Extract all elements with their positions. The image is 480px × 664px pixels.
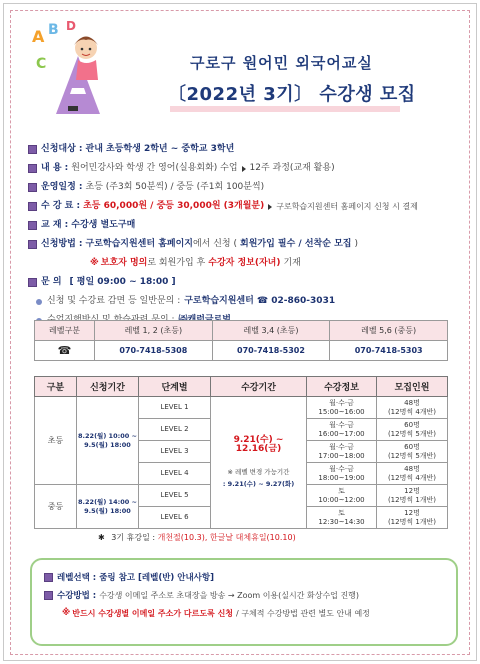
group-middle: 중등 xyxy=(35,485,77,529)
class-method-label: 수강방법 : xyxy=(57,591,97,601)
capacity-detail: (12명씩 4개반) xyxy=(387,407,437,416)
info-time: 16:00~17:00 xyxy=(318,429,365,438)
holiday-value: 개천절(10.3), 한글날 대체휴일(10.10) xyxy=(157,533,296,542)
phone-header-cell: 레벨 1, 2 (초등) xyxy=(95,321,213,341)
capacity-total: 48명 xyxy=(404,398,420,407)
level-select-link: [레벨(반) 안내사항] xyxy=(138,573,214,583)
target-value: 관내 초등학생 2학년 ~ 중학교 3학년 xyxy=(85,144,235,154)
capacity-total: 60명 xyxy=(404,442,420,451)
capacity-detail: (12명씩 4개반) xyxy=(387,473,437,482)
fee-row xyxy=(28,197,468,216)
square-bullet-icon xyxy=(28,221,37,230)
arrow-right-icon xyxy=(268,204,272,210)
capacity-cell xyxy=(377,419,448,441)
book-row xyxy=(28,216,468,235)
change-note-2 xyxy=(211,480,306,489)
inquiry-row xyxy=(28,273,468,292)
info-time: 18:00~19:00 xyxy=(318,473,365,482)
header-group: 구분 xyxy=(35,377,77,397)
note-mark: ※ xyxy=(90,258,99,268)
info-days: 월·수·금 xyxy=(329,442,354,451)
notice-box xyxy=(30,558,458,646)
method-note-row xyxy=(28,254,468,273)
group-elementary: 초등 xyxy=(35,397,77,485)
period-start: 8.22(월) 10:00 ~ xyxy=(78,431,137,440)
method-value-site: 구로학습지원센터 홈페이지 xyxy=(85,239,193,249)
header-level: 단계별 xyxy=(139,377,211,397)
method-value-required: 회원가입 필수 / 선착순 모집 xyxy=(240,239,352,249)
square-bullet-icon xyxy=(44,573,53,582)
capacity-cell xyxy=(377,441,448,463)
info-cell xyxy=(307,463,377,485)
period-end: 9.5(월) 18:00 xyxy=(84,506,131,515)
period-start: 8.22(월) 14:00 ~ xyxy=(78,497,137,506)
info-days: 월·수·금 xyxy=(329,420,354,429)
method-label: 신청방법 : xyxy=(41,239,83,249)
inquiry-hours: [ 평일 09:00 ~ 18:00 ] xyxy=(69,277,176,287)
round-bullet-icon xyxy=(36,299,42,305)
letter-b: B xyxy=(48,22,59,38)
phone-icon: ☎ xyxy=(35,341,95,361)
phone-number: 070-7418-5302 xyxy=(212,341,330,361)
info-time: 12:30~14:30 xyxy=(318,517,365,526)
schedule-label: 운영일정 : xyxy=(41,182,83,192)
method-note-student: 수강자 정보(자녀) xyxy=(208,258,281,268)
email-note-row xyxy=(44,604,446,622)
header-term: 수강기간 xyxy=(211,377,307,397)
header-info: 수강정보 xyxy=(307,377,377,397)
inquiry-general-value: 구로학습지원센터 ☎ 02-860-3031 xyxy=(184,296,336,306)
target-row xyxy=(28,140,468,159)
info-list xyxy=(28,140,468,330)
info-time: 17:00~18:00 xyxy=(318,451,365,460)
info-days: 토 xyxy=(338,486,345,495)
square-bullet-icon xyxy=(28,202,37,211)
level-cell: LEVEL 1 xyxy=(139,397,211,419)
letter-a: A xyxy=(32,27,45,46)
method-note-guardian: 보호자 명의 xyxy=(100,258,148,268)
capacity-cell xyxy=(377,485,448,507)
class-method-row xyxy=(44,586,446,604)
info-cell xyxy=(307,397,377,419)
level-cell: LEVEL 3 xyxy=(139,441,211,463)
capacity-cell xyxy=(377,397,448,419)
info-cell xyxy=(307,419,377,441)
method-note-text: 로 회원가입 후 xyxy=(147,258,206,268)
header-period: 신청기간 xyxy=(77,377,139,397)
phone-header-cell: 레벨 5,6 (중등) xyxy=(330,321,448,341)
content-label: 내 용 : xyxy=(41,163,69,173)
capacity-detail: (12명씩 5개반) xyxy=(387,429,437,438)
phone-header-cell: 레벨 3,4 (초등) xyxy=(212,321,330,341)
capacity-total: 12명 xyxy=(404,508,420,517)
note-mark: ※ xyxy=(62,608,71,618)
title-line-2: 〔2022년 3기〕 수강생 모집 xyxy=(168,84,416,105)
star-icon: ✱ xyxy=(98,533,105,542)
level-cell: LEVEL 2 xyxy=(139,419,211,441)
square-bullet-icon xyxy=(28,183,37,192)
capacity-total: 12명 xyxy=(404,486,420,495)
content-extra: 12주 과정(교재 활용) xyxy=(249,163,335,173)
method-row xyxy=(28,235,468,254)
inquiry-label: 문 의 xyxy=(41,277,62,287)
method-note-end: 기재 xyxy=(283,258,301,268)
square-bullet-icon xyxy=(28,240,37,249)
change-note-2-value: : 9.21(수) ~ 9.27(화) xyxy=(222,480,295,488)
info-days: 월·수·금 xyxy=(329,398,354,407)
phone-table-header xyxy=(35,321,448,341)
phone-number: 070-7418-5308 xyxy=(95,341,213,361)
capacity-cell xyxy=(377,463,448,485)
capacity-detail: (12명씩 1개반) xyxy=(387,517,437,526)
target-label: 신청대상 : xyxy=(41,144,83,154)
square-bullet-icon xyxy=(28,278,37,287)
level-select-row xyxy=(44,568,446,586)
info-cell xyxy=(307,441,377,463)
term-cell xyxy=(211,397,307,529)
phone-header-cell: 레벨구분 xyxy=(35,321,95,341)
info-time: 15:00~16:00 xyxy=(318,407,365,416)
square-bullet-icon xyxy=(44,591,53,600)
term-value: 9.21(수) ~ 12.16(금) xyxy=(233,435,284,454)
phone-table-row xyxy=(35,341,448,361)
holiday-label: 3기 휴강일 : xyxy=(111,533,156,542)
info-days: 월·수·금 xyxy=(329,464,354,473)
letter-c: C xyxy=(36,56,47,72)
inquiry-general-row xyxy=(28,292,468,311)
fee-value: 초등 60,000원 / 중등 30,000원 (3개월분) xyxy=(83,201,265,211)
level-select-label: 레벨선택 : xyxy=(57,573,97,583)
phone-table xyxy=(34,320,448,361)
header-capacity: 모집인원 xyxy=(377,377,448,397)
capacity-total: 48명 xyxy=(404,464,420,473)
schedule-value: 초등 (주3회 50분씩) / 중등 (주1회 100분씩) xyxy=(85,182,265,192)
arrow-right-icon xyxy=(242,166,246,172)
schedule-table-header xyxy=(35,377,448,397)
child-with-letters-illustration xyxy=(26,18,126,118)
inquiry-general-label: 신청 및 수강료 감면 등 일반문의 : xyxy=(47,296,181,306)
capacity-total: 60명 xyxy=(404,420,420,429)
letter-d: D xyxy=(66,19,76,33)
period-middle xyxy=(77,485,139,529)
info-cell xyxy=(307,507,377,529)
level-cell: LEVEL 5 xyxy=(139,485,211,507)
capacity-detail: (12명씩 5개반) xyxy=(387,451,437,460)
content-value: 원어민강사와 학생 간 영어(실용회화) 수업 xyxy=(71,163,238,173)
info-days: 토 xyxy=(338,508,345,517)
change-note-1: ※ 레벨 변경 가능기간 xyxy=(227,468,290,476)
level-cell: LEVEL 6 xyxy=(139,507,211,529)
info-time: 10:00~12:00 xyxy=(318,495,365,504)
table-row xyxy=(35,397,448,419)
method-value-close: ) xyxy=(354,239,358,249)
title-highlight xyxy=(170,106,400,112)
fee-label: 수 강 료 : xyxy=(41,201,81,211)
square-bullet-icon xyxy=(28,164,37,173)
book-label: 교 재 : xyxy=(41,220,69,230)
period-elementary xyxy=(77,397,139,485)
schedule-table xyxy=(34,376,448,529)
class-method-value: 수강생 이메일 주소로 초대장을 방송 → Zoom 이용(실시간 화상수업 진행) xyxy=(99,590,360,600)
email-note-red: 반드시 수강생별 이메일 주소가 다르도록 신청 xyxy=(72,608,234,618)
book-value: 수강생 별도구매 xyxy=(71,220,136,230)
capacity-detail: (12명씩 1개반) xyxy=(387,495,437,504)
content-row xyxy=(28,159,468,178)
period-end: 9.5(월) 18:00 xyxy=(84,440,131,449)
phone-number: 070-7418-5303 xyxy=(330,341,448,361)
email-note-rest: / 구체적 수강방법 관련 별도 안내 예정 xyxy=(236,608,370,618)
title-line-1: 구로구 원어민 외국어교실 xyxy=(190,54,373,72)
schedule-row xyxy=(28,178,468,197)
square-bullet-icon xyxy=(28,145,37,154)
level-select-value: 줌링 참고 xyxy=(99,573,136,583)
capacity-cell xyxy=(377,507,448,529)
level-cell: LEVEL 4 xyxy=(139,463,211,485)
info-cell xyxy=(307,485,377,507)
method-value-text: 에서 신청 ( xyxy=(192,239,237,249)
fee-extra: 구로학습지원센터 홈페이지 신청 시 결제 xyxy=(276,202,418,211)
holiday-note xyxy=(98,532,296,543)
